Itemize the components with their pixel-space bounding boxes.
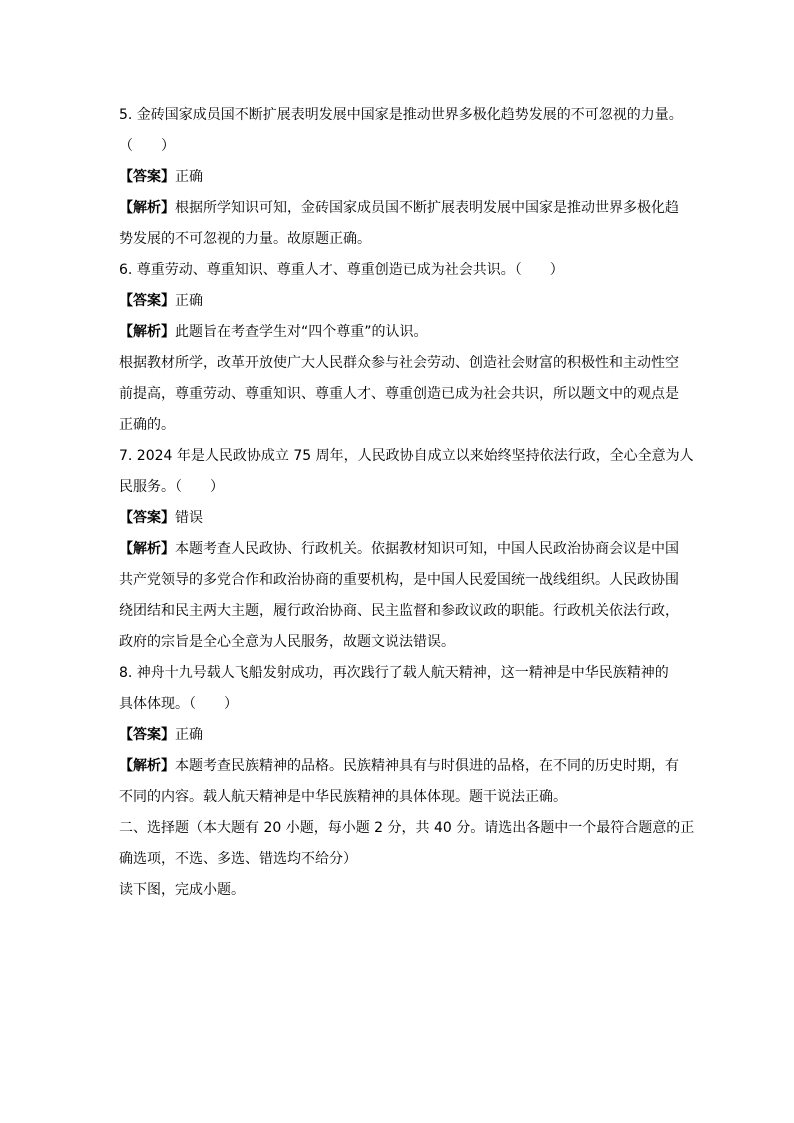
text-line [119, 875, 699, 906]
line-text: 6. 尊重劳动、尊重知识、尊重人才、尊重创造已成为社会共识。（ ） [119, 262, 564, 278]
text-line [119, 255, 699, 286]
label-tag: 【答案】 [119, 169, 175, 185]
text-line [119, 224, 699, 255]
text-line [119, 658, 699, 689]
text-line [119, 162, 699, 193]
line-text: 前提高，尊重劳动、尊重知识、尊重人才、尊重创造已成为社会共识，所以题文中的观点是 [119, 386, 679, 402]
line-text: 根据教材所学，改革开放使广大人民群众参与社会劳动、创造社会财富的积极性和主动性空 [119, 355, 679, 371]
label-tag: 【答案】 [119, 727, 175, 743]
line-text: 势发展的不可忽视的力量。故原题正确。 [119, 231, 371, 247]
line-text: 本题考查人民政协、行政机关。依据教材知识可知，中国人民政治协商会议是中国 [175, 541, 679, 557]
line-text: 正确 [175, 293, 203, 309]
line-text: 正确 [175, 169, 203, 185]
line-text: 共产党领导的多党合作和政治协商的重要机构，是中国人民爱国统一战线组织。人民政协围 [119, 572, 679, 588]
line-text: 错误 [175, 510, 203, 526]
label-tag: 【解析】 [119, 541, 175, 557]
text-line [119, 627, 699, 658]
text-line [119, 441, 699, 472]
text-line [119, 751, 699, 782]
text-line [119, 410, 699, 441]
text-line [119, 534, 699, 565]
text-line [119, 503, 699, 534]
text-line [119, 286, 699, 317]
line-text: 绕团结和民主两大主题，履行政治协商、民主监督和参政议政的职能。行政机关依法行政， [119, 603, 679, 619]
label-tag: 【答案】 [119, 293, 175, 309]
label-tag: 【解析】 [119, 324, 175, 340]
line-text: 正确 [175, 727, 203, 743]
text-line [119, 131, 699, 162]
label-tag: 【答案】 [119, 510, 175, 526]
line-text: 根据所学知识可知，金砖国家成员国不断扩展表明发展中国家是推动世界多极化趋 [175, 200, 679, 216]
line-text: 民服务。（ ） [119, 479, 224, 495]
text-line [119, 472, 699, 503]
line-text: 8. 神舟十九号载人飞船发射成功，再次践行了载人航天精神，这一精神是中华民族精神的 [119, 665, 669, 681]
text-line [119, 193, 699, 224]
line-text: 不同的内容。载人航天精神是中华民族精神的具体体现。题干说法正确。 [119, 789, 567, 805]
text-line [119, 348, 699, 379]
label-tag: 【解析】 [119, 758, 175, 774]
line-text: 确选项，不选、多选、错选均不给分） [119, 851, 357, 867]
line-text: 本题考查民族精神的品格。民族精神具有与时俱进的品格，在不同的历史时期，有 [175, 758, 679, 774]
text-line [119, 813, 699, 844]
line-text: 具体体现。（ ） [119, 696, 238, 712]
text-line [119, 317, 699, 348]
line-text: 7. 2024 年是人民政协成立 75 周年，人民政协自成立以来始终坚持依法行政，全心全意为人 [119, 448, 694, 464]
line-text: 5. 金砖国家成员国不断扩展表明发展中国家是推动世界多极化趋势发展的不可忽视的力量。 [119, 107, 683, 123]
line-text: 政府的宗旨是全心全意为人民服务，故题文说法错误。 [119, 634, 455, 650]
line-text: 二、选择题（本大题有 20 小题，每小题 2 分，共 40 分。请选出各题中一个最符合题意的正 [119, 820, 695, 836]
line-text: （ ） [119, 138, 175, 154]
line-text: 此题旨在考查学生对“四个尊重”的认识。 [175, 324, 428, 340]
document-body [119, 100, 699, 906]
text-line [119, 100, 699, 131]
text-line [119, 379, 699, 410]
text-line [119, 782, 699, 813]
text-line [119, 720, 699, 751]
text-line [119, 565, 699, 596]
text-line [119, 689, 699, 720]
text-line [119, 596, 699, 627]
text-line [119, 844, 699, 875]
label-tag: 【解析】 [119, 200, 175, 216]
line-text: 正确的。 [119, 417, 175, 433]
line-text: 读下图，完成小题。 [119, 882, 245, 898]
